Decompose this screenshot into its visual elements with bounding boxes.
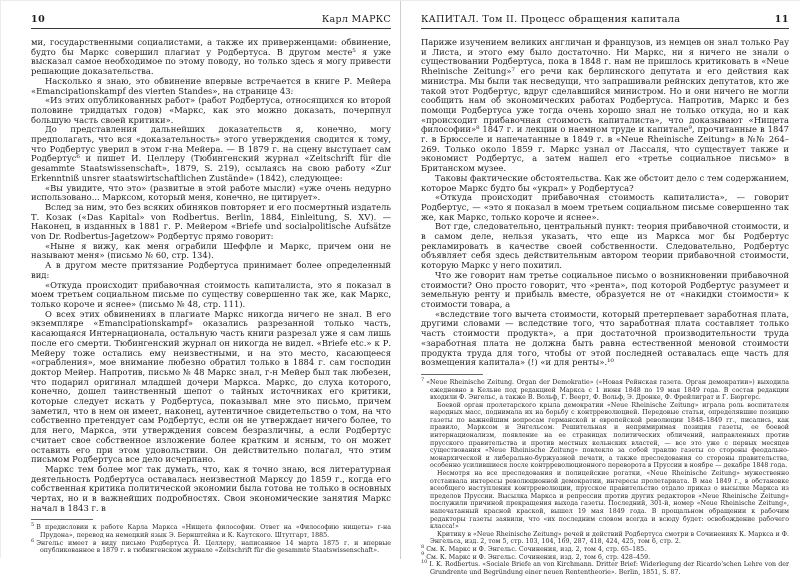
footnote-number: 10 [421, 559, 428, 566]
footnote [31, 537, 391, 555]
footnote-continuation: Несмотря на все преследования и полицейские рогатки, «Neue Rheinische Zeitung» мужественно отстаивала интересы революционной демократии, интересы пролетариата. В мае 1849 г., в обстановке всеобщего наступления контрреволюции, прусское правительство отдало приказ о высылке Маркса из пределов Пруссии. Высылка Маркса и репрессии против других редакторов «Neue Rheinische Zeitung» послужили причиной прекращения выхода газеты. Последний, 301-й, номер «Neue Rheinische Zeitung», напечатанный красной краской, вышел 19 мая 1849 года. В прощальном обращении к рабочим редакторы газеты заявили, что «их последним словом всегда и всюду будет: освобождение рабочего класса!» [430, 470, 789, 531]
paragraph: А в другом месте притязание Родбертуса принимает более определенный вид: [31, 260, 391, 280]
paragraph: «Откуда происходит прибавочная стоимость капиталиста», — говорит Родбертус, — «это я показал в моем третьем социальном письме совершенно так же, как Маркс, только короче и яснее». [421, 192, 789, 222]
footnote-divider-right [421, 374, 483, 375]
footnote-number: 5 [31, 522, 35, 529]
paragraph: «Вы увидите, что это» (развитые в этой работе мысли) «уже очень недурно использовано... Марксом, который меня, конечно, не цитирует». [31, 182, 391, 203]
page-number-right: 11 [774, 14, 789, 25]
footnote [31, 524, 391, 539]
footnote-number: 6 [31, 537, 35, 544]
paragraph: Вслед за ним, это без всяких обиняков повторяет и его посмертный издатель Т. Козак («Das Kapital» von Rodbertus. Berlin, 1884, Einleitung, S. XV). — Наконец, в изданных в 1881 г. Р. Мейером «Briefe und socialpolitische Aufsätze von Dr. Rodbertus-Jagetzow» Родбертус прямо говорит: [31, 201, 391, 242]
paragraph: Что же говорит нам третье социальное письмо о возникновении прибавочной стоимости? Оно просто говорит, что «рента», под которой Родбертус разумеет и земельную ренту и прибыль вместе, образуется не от «накидки стоимости» к стоимости товара, а [421, 269, 789, 309]
footnote-number: 8 [421, 543, 425, 550]
page-right [402, 1, 801, 576]
paragraph: «вследствие того вычета стоимости, который претерпевает заработная плата, другими словами — вследствие того, что заработная плата составляет только часть стоимости продукта», а при достаточной производительности труда «заработная плата не должна быть равна естественной меновой стоимости продукта труда для того, чтобы от этой последней оставалась еще часть для возмещения капитала» (!) «и для ренты».¹⁰ [421, 308, 789, 368]
footnotes-right [421, 376, 789, 576]
paragraph: О всех этих обвинениях в плагиате Маркс никогда ничего не знал. В его экземпляре «Emancipationskampf» оказались разрезанной только часть, касающаяся Интернационала, остальную часть книги разрезал уже я сам лишь после его смерти. Тюбингенский журнал он никогда не видел. «Briefe etc.» к Р. Мейеру тоже остались ему неизвестными, и на это место, касающееся «ограбления», мое внимание любезно обратил только в 1884 г. сам господин доктор Мейер. Напротив, письмо № 48 Маркс знал, г-н Мейер был так любезен, что подарил оригинал младшей дочери Маркса. Маркс, до слуха которого, конечно, дошел таинственный шепот о тайных источниках его критики, которые следует искать у Родбертуса, показывал мне это письмо, причем заметил, что в нем он имеет, наконец, аутентичное свидетельство о том, на что собственно претендует сам Родбертус, если он не утверждает ничего более, то для него, Маркса, эти утверждения совсем безразличны, а если Родбертус считает свое собственное изложение более кратким и ясным, то он может оставить его при этом удовольствии. Он действительно полагал, что этим письмом Родбертуса все дело исчерпано. [31, 308, 391, 465]
footnote-text: $^9$ См. К. Маркс и Ф. Энгельс. Сочинения, изд. 2, том 6, стр. 428–459. [421, 551, 651, 561]
footnote [421, 543, 789, 554]
footnotes-left [31, 524, 391, 554]
footnote [421, 376, 789, 546]
footnote-text: $^7$ «Neue Rheinische Zeitung. Organ der Demokratie» («Новая Рейнская газета. Орган демократии») выходила ежедневно в Кельне под редакцией Маркса с 1 июня 1848 по 19 мая 1849 года. В состав редакции входили Ф. Энгельс, а также В. Вольф, Г. Веерт, Ф. Вольф, Э. Дронке, Ф. Фрейлиграт и Г. Бюргерс. [421, 376, 789, 402]
footnote-continuation: Боевой орган пролетарского крыла демократии «Neue Rheinische Zeitung» играла роль воспитателя народных масс, поднимала их на борьбу с контрреволюцией. Передовые статьи, определявшие позицию газеты по важнейшим вопросам германской и европейской революции 1848–1849 гг., писались, как правило, Марксом и Энгельсом. Решительная и непримиримая позиция газеты, ее боевой интернационализм, появление на ее страницах политических обличений, направленных против прусского правительства и против местных кельнских властей, — все это уже с первых месяцев существования «Neue Rheinische Zeitung» повлекло за собой травлю газеты со стороны феодально-монархической и либерально-буржуазной печати, а также преследования со стороны правительства, особенно усилившиеся после контрреволюционного переворота в Пруссии в ноябре — декабре 1848 года. [430, 401, 789, 470]
page-number-left: 10 [31, 14, 46, 25]
paragraph: «Из этих опубликованных работ» (работ Родбертуса, относящихся ко второй половине тридцатых годов) «Маркс, как это можно доказать, почерпнул большую часть своей критики». [31, 95, 391, 125]
paragraph: Таковы фактические обстоятельства. Как же обстоит дело с тем содержанием, которое Маркс будто бы «украл» у Родбертуса? [421, 172, 789, 193]
footnote-divider-left [31, 519, 93, 520]
paragraph: Насколько я знаю, это обвинение впервые встречается в книге Р. Мейера «Emancipationskampf des vierten Standes», на странице 43: [31, 75, 391, 96]
paragraph: Париже изучением великих англичан и французов, из немцев он знал только Рау и Листа, и этого ему было достаточно. Ни Маркс, ни я ничего не знали о существовании Родбертуса, пока в 1848 г. нам не пришлось критиковать в «Neue Rheinische Zeitung»⁷ его речи как берлинского депутата и его действия как министра. Мы были так несведущи, что запрашивали рейнских депутатов, кто же такой этот Родбертус, вдруг сделавшийся министром. Но и они ничего не могли сообщить нам об экономических работах Родбертуса. Напротив, Маркс и без помощи Родбертуса уже тогда очень хорошо знал не только откуда, но и как «происходит прибавочная стоимость капиталиста», что доказывают «Нищета философии»⁸ 1847 г. и лекции о наемном труде и капитале⁹, прочитанные в 1847 г. в Брюсселе и напечатанные в 1849 г. в «Neue Rheinische Zeitung» в №№ 264–269. Только около 1859 г. Маркс узнал от Лассаля, что существует также и экономист Родбертус, а затем нашел его «третье социальное письмо» в Британском музее. [421, 37, 789, 174]
page-body-left [31, 38, 391, 513]
page-body-right [421, 38, 789, 368]
footnote-number: 7 [421, 376, 425, 383]
paragraph: ми, государственными социалистами, а также их приверженцами: обвинение, будто бы Маркс совершил плагиат у Родбертуса. В другом месте⁵ я уже высказал самое необходимое по этому поводу, но только здесь я могу привести решающие доказательства. [31, 37, 391, 77]
footnote-text: $^8$ См. К. Маркс и Ф. Энгельс. Сочинения, изд. 2, том 4, стр. 65–185. [421, 543, 647, 553]
footnote-continuation: Критику в «Neue Rheinische Zeitung» речей и действий Родбертуса смотри в Сочинениях К. Маркса и Ф. Энгельса, изд. 2, том 5, стр. 103, 104, 169, 287, 418, 424, 425, том 6, стр. 2. [430, 530, 789, 546]
footnote-text: $^{10}$ I. K. Rodbertus. «Sociale Briefe an von Kirchmann. Dritter Brief: Widerlegung der Ricardo'schen Lehre von der Grundrente und Begründung einer neuen Rententheorie». Berlin, 1851, S. 87. [421, 559, 789, 576]
footnote-number: 9 [421, 551, 425, 558]
footnote [421, 561, 789, 576]
footnote-text: $^5$ В предисловии к работе Карла Маркса «Нищета философии. Ответ на «Философию нищеты» г-на Прудона», перевод на немецкий язык Э. Бернштейна и К. Каутского. Штутгарт, 1885. [31, 522, 391, 540]
page-left [1, 1, 400, 559]
paragraph: «Ныне я вижу, как меня ограбили Шеффле и Маркс, причем они не называют меня» (письмо № 60, стр. 134). [31, 240, 391, 261]
page-header-right [421, 14, 789, 29]
page-gutter [400, 1, 401, 559]
running-head-right: КАПИТАЛ. Том II. Процесс обращения капитала [421, 14, 681, 25]
running-head-left: Карл МАРКС [321, 14, 391, 25]
footnote-text: $^6$ Энгельс имеет в виду письмо Родбертуса Й. Целлеру, написанное 14 марта 1875 г. и впервые опубликованное в 1879 г. в тюбингенском журнале «Zeitschrift für die gesammte Staatswissenschaft». [31, 537, 391, 555]
page-header-left [31, 14, 391, 29]
paragraph: Маркс тем более мог так думать, что, как я точно знаю, вся литературная деятельность Родбертуса оставалась неизвестной Марксу до 1859 г., когда его собственная критика политической экономии была готова не только в основных чертах, но и в важнейших подробностях. Свои экономические занятия Маркс начал в 1843 г. в [31, 463, 391, 513]
paragraph: Вот где, следовательно, центральный пункт: теория прибавочной стоимости, и в самом деле, нельзя указать, что еще из Маркса мог бы Родбертус рекламировать в качестве своей собственности. Следовательно, Родбертус объявляет себя здесь действительным автором теории прибавочной стоимости, которую Маркс у него похитил. [421, 221, 789, 271]
paragraph: «Откуда происходит прибавочная стоимость капиталиста, это я показал в моем третьем социальном письме по существу совершенно так же, как Маркс, только короче и яснее» (письмо № 48, стр. 111). [31, 279, 391, 309]
paragraph: До представления дальнейших доказательств я, конечно, могу предполагать, что вся «доказательность» этого утверждения сводится к тому, что Родбертус уверил в этом г-на Мейера. — В 1879 г. на сцену выступает сам Родбертус⁶ и пишет И. Целлеру (Тюбингенский журнал «Zeitschrift für die gesammte Staatswissenschaft», 1879, S. 219), ссылаясь на свою работу «Zur Erkenntniß unsrer staatswirtschaftlichen Zustände» (1842), следующее: [31, 124, 391, 183]
